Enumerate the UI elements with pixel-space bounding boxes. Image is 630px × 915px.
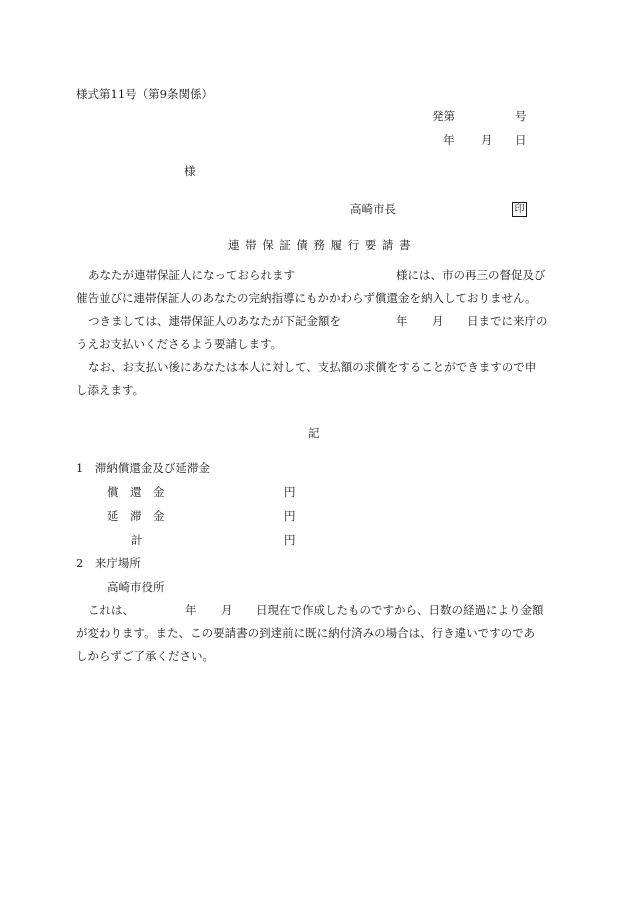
footer-line1-b: 日現在で作成したものですから、日数の経過により金額 — [256, 603, 544, 617]
office-place: 高崎市役所 — [107, 580, 165, 594]
footer-line2: が変わります。また、この要請書の到達前に既に納付済みの場合は、行き違いですのであ — [76, 626, 536, 640]
p1-line1 — [76, 264, 554, 287]
body-text — [76, 264, 554, 402]
item2-label: 2 来庁場所 — [76, 556, 141, 570]
p1-line1-a: あなたが連帯保証人になっておられます — [88, 268, 295, 282]
footer-line1 — [76, 599, 554, 622]
footer-text — [76, 599, 554, 668]
document-title: 連帯保証債務履行要請書 — [228, 238, 417, 252]
footer-month: 月 — [221, 603, 233, 617]
footer-line3: しからずご了承ください。 — [76, 649, 214, 663]
row-latefee-unit: 円 — [284, 509, 296, 523]
p1-line2: 催告並びに連帯保証人のあなたの完納指導にもかかわらず償還金を納入しておりません。 — [76, 291, 537, 305]
footer-line1-a: これは、 — [88, 603, 134, 617]
date-year: 年 — [443, 133, 455, 147]
recipient-suffix: 様 — [184, 164, 196, 178]
footer-year: 年 — [185, 603, 197, 617]
p1-line1-b: 様には、市の再三の督促及び — [396, 268, 546, 282]
p2-line1-b: 日までに来庁の — [467, 314, 548, 328]
row-repayment-unit: 円 — [284, 485, 296, 499]
row-repayment-label: 償 還 金 — [107, 485, 165, 499]
p2-month: 月 — [432, 314, 444, 328]
p2-line2: うえお支払いくださるよう要請します。 — [76, 337, 283, 351]
sender-title: 高崎市長 — [350, 202, 396, 216]
p2-year: 年 — [396, 314, 408, 328]
p3-line1: なお、お支払い後にあなたは本人に対して、支払額の求償をすることができますので申 — [88, 360, 537, 374]
date-month: 月 — [481, 133, 493, 147]
row-total-label: 計 — [131, 533, 143, 547]
date-day: 日 — [515, 133, 527, 147]
row-total-unit: 円 — [284, 533, 296, 547]
issue-suffix: 号 — [515, 109, 527, 123]
note-heading: 記 — [308, 426, 320, 440]
p3-line2: し添えます。 — [76, 383, 145, 397]
form-number: 様式第11号（第9条関係） — [76, 87, 213, 101]
p2-line1 — [76, 310, 554, 333]
seal-mark: 印 — [512, 202, 527, 217]
seal-box — [512, 202, 527, 217]
issue-prefix: 発第 — [432, 109, 455, 123]
row-latefee-label: 延 滞 金 — [107, 509, 165, 523]
p2-line1-a: つきましては、連帯保証人のあなたが下記金額を — [88, 314, 341, 328]
item1-label: 1 滞納償還金及び延滞金 — [76, 461, 210, 475]
